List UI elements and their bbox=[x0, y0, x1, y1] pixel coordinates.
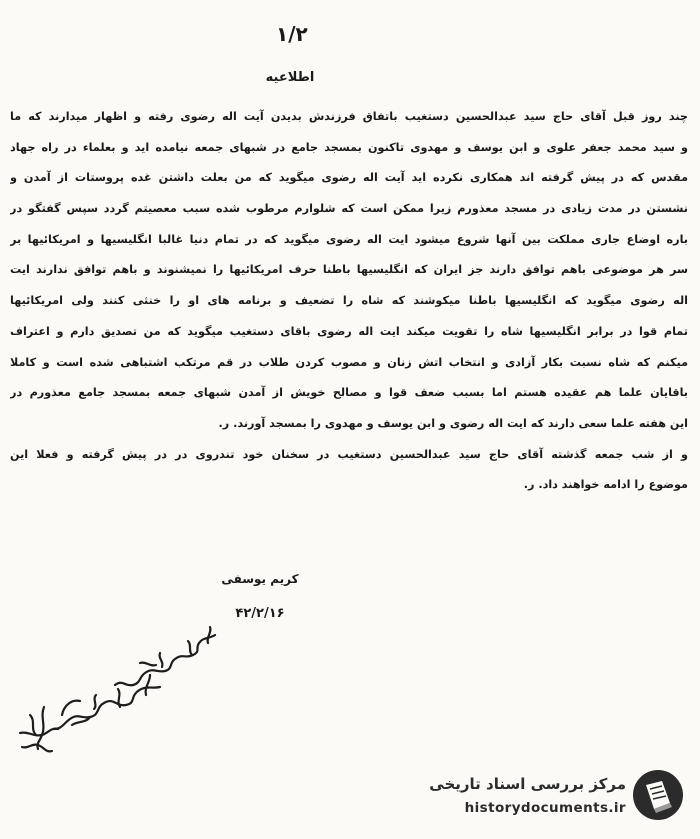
archive-name: مرکز بررسی اسناد تاریخی bbox=[429, 775, 626, 793]
document-body bbox=[10, 102, 688, 501]
body-line-5: باره اوضاع جاری مملکت بین آنها شروع میشود ایت اله رضوی میگوید که در تمام دنیا غالبا انگلیسیها و امریکائیها بر bbox=[10, 232, 688, 246]
body-line-1: چند روز قبل آقای حاج سید عبدالحسین دستغیب باتفاق فرزندش بدیدن آیت اله رضوی رفته و اظهار میدارند که ما bbox=[10, 110, 688, 123]
document-archive-icon bbox=[632, 769, 684, 821]
body-line-8: تمام قوا در برابر انگلیسیها شاه را تقویت میکند ایت اله رضوی باقای دستغیب میگوید که من تصدیق دارم و اعتراف bbox=[10, 324, 688, 338]
body-line-12: و از شب جمعه گذشته آقای حاج سید عبدالحسین دستغیب در سخنان خود تندروی در در پیش گرفته و فعلا این bbox=[10, 447, 688, 461]
document-date: ۴۲/۲/۱۶ bbox=[235, 606, 285, 621]
archive-url: historydocuments.ir bbox=[464, 800, 626, 816]
signatory-name: کریم یوسفی bbox=[221, 572, 299, 586]
handwritten-signature bbox=[0, 615, 360, 765]
body-line-9: میکنم که شاه نسبت بکار آزادی و انتخاب اتش زنان و مصوب کردن طلاب در قم مرتکب اشتباهی شده است و کاملا bbox=[10, 355, 688, 369]
body-line-2: و سید محمد جعفر علوی و ابن یوسف و مهدوی تاکنون بمسجد جامع در شبهای جمعه نیامده اید و بعلماء در راه جهاد bbox=[10, 140, 688, 154]
body-line-11: این هفته علما سعی دارند که ایت اله رضوی و ابن یوسف و مهدوی را بمسجد آورند. ر. bbox=[218, 416, 688, 430]
body-line-6: سر هر موضوعی باهم توافق دارند جز ایران که انگلیسیها باطنا حرف امریکائیها را نمیشنوند و باهم توافق ندارند ایت bbox=[10, 263, 688, 277]
body-line-7: اله رضوی میگوید که انگلیسیها باطنا میکوشند که شاه را تضعیف و برنامه های او را خنثی کنند ولی امریکائیها bbox=[10, 294, 688, 308]
archive-watermark bbox=[394, 767, 684, 827]
body-line-4: نشستن در مدت زیادی در مسجد معذورم زیرا ممکن است که شلوارم مرطوب شده سبب معصیتم گردد سپس گفتگو در bbox=[10, 202, 688, 216]
document-title: اطلاعیه bbox=[265, 70, 315, 85]
body-line-13: موضوع را ادامه خواهند داد. ر. bbox=[523, 478, 688, 492]
body-line-3: مقدس که در پیش گرفته اند همکاری نکرده اید آیت اله رضوی میگوید که من بعلت داشتن غده پروستات از آمدن و bbox=[10, 171, 688, 185]
body-line-10: باقایان علما هم عقیده هستم اما بسبب ضعف قوا و مصالح خویش از آمدن شبهای جمعه بمسجد جامع معذورم در bbox=[10, 386, 688, 400]
page-number-mark: ۱/۲ bbox=[276, 22, 308, 46]
